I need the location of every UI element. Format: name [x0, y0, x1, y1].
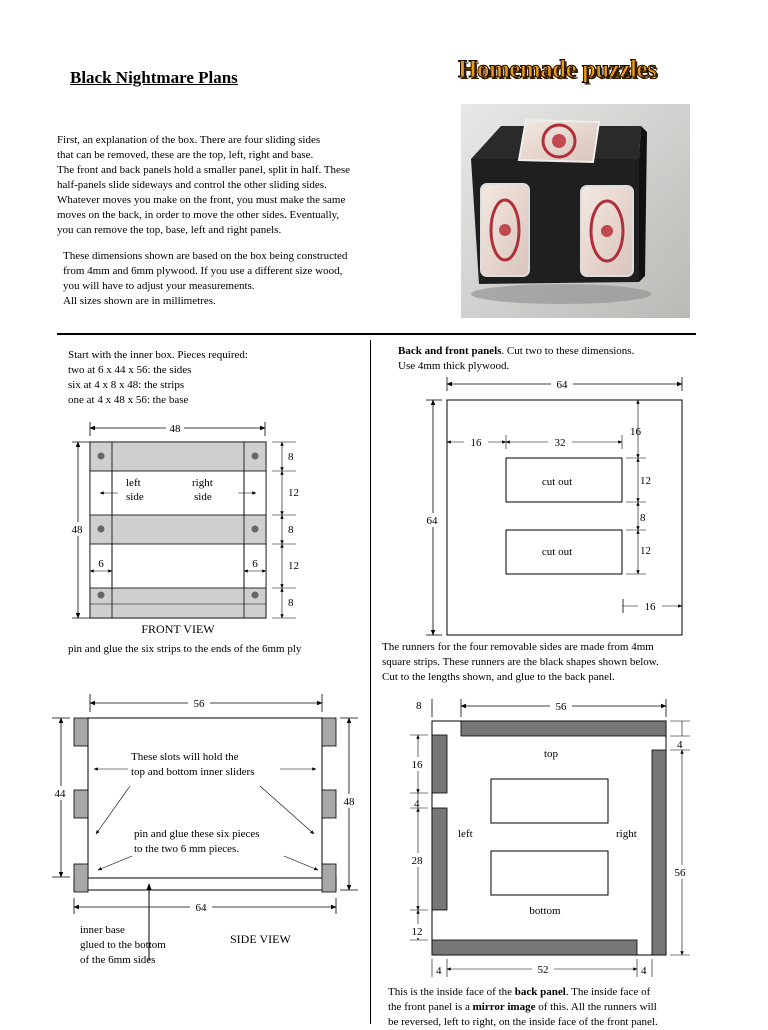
panel-dim-mid: 8	[640, 512, 646, 524]
back-panel-note	[388, 985, 718, 1030]
panel-dim-offset: 16	[470, 437, 482, 449]
panel-dim-top-gap: 16	[630, 426, 641, 438]
homemade-puzzles-logo: Homemade puzzles	[458, 56, 657, 83]
runner-dim-top: 56	[555, 701, 567, 713]
runner-dim-bottom: 52	[537, 964, 549, 976]
runner-dim-bottom-right: 4	[641, 965, 647, 977]
page-title: Black Nightmare Plans	[70, 68, 238, 87]
inner-box-instructions: Start with the inner box. Pieces required: two at 6 x 44 x 56: the sides six at 4 x 8 x 48: the strips one at 4 x 48 x 56: the base	[68, 349, 248, 406]
runner-dim-right-top: 4	[677, 739, 683, 751]
runner-label-top: top	[543, 748, 559, 760]
front-label-left: left side	[126, 477, 144, 503]
front-label-right: right	[192, 477, 213, 489]
runner-dim-bottom-left: 4	[436, 965, 442, 977]
front-dim-right: 8	[288, 451, 294, 463]
panel-dim-top: 64	[556, 379, 568, 391]
dimensions-note: These dimensions shown are based on the box being constructed from 4mm and 6mm plywood. If you use a different size wood, you will have to adjust your measurements. All sizes shown are in millimetres.	[63, 250, 348, 307]
note-bold: mirror image	[472, 1001, 536, 1013]
section-divider	[57, 333, 696, 335]
front-dim-right: 12	[288, 560, 299, 572]
runner-label-right: right	[616, 828, 637, 840]
runner-dim-top-left: 8	[416, 700, 422, 712]
svg-text:rightside: right side	[192, 477, 213, 503]
front-dim-right: 8	[288, 524, 294, 536]
panel-dim-cut-width: 32	[554, 437, 566, 449]
runners-instructions: The runners for the four removable sides are made from 4mm square strips. These runners are the black shapes shown below. Cut to the lengths shown, and glue to the back panel.	[382, 641, 659, 683]
front-dim-width: 48	[169, 423, 181, 435]
cutout-label-2: cut out	[541, 546, 573, 558]
runner-dim-left: 16	[411, 759, 423, 771]
runner-dim-left: 4	[414, 798, 420, 810]
side-dim-top: 56	[193, 698, 205, 710]
front-view-diagram	[60, 418, 310, 640]
intro-paragraph: First, an explanation of the box. There are four sliding sides that can be removed, these are the top, left, right and base. The front and back panels hold a smaller panel, split in half. These half-panels slide sideways and control the other sliding sides. Whatever moves you make on the front, you must make the same moves on the back, in order to move the other sides. Eventually, you can remove the top, base, left and right panels.	[57, 134, 351, 236]
column-divider	[370, 340, 371, 1024]
side-dim-right: 48	[343, 796, 355, 808]
runner-dim-right: 56	[674, 867, 686, 879]
cutout-label-1: cut out	[541, 476, 573, 488]
side-note-pin-glue: pin and glue these six pieces to the two 6 mm pieces.	[134, 828, 260, 855]
front-dim-side-left: 6	[98, 558, 104, 570]
note-text: This is the inside face of the	[388, 986, 515, 998]
panel-dim-left: 64	[426, 515, 438, 527]
panels-heading: Back and front panels	[398, 345, 502, 357]
note-text: of this. All the runners will be reversed, left to right, on the inside face of the front panel.	[388, 1001, 658, 1028]
runners-diagram	[404, 695, 694, 980]
runner-label-bottom: bottom	[529, 905, 561, 917]
panels-instructions	[398, 344, 698, 374]
side-note-slots: These slots will hold the top and bottom inner sliders	[131, 751, 255, 778]
puzzle-box-photo	[461, 104, 690, 318]
side-dim-bottom: 64	[195, 902, 207, 914]
front-dim-right: 12	[288, 487, 299, 499]
front-dim-right: 8	[288, 597, 294, 609]
panel-dim-right-gap: 16	[644, 601, 656, 613]
side-view-label: SIDE VIEW	[230, 932, 291, 946]
runner-label-left: left	[458, 828, 473, 840]
front-dim-height: 48	[71, 524, 83, 536]
front-view-caption: pin and glue the six strips to the ends of the 6mm ply	[68, 643, 302, 655]
front-dim-side-right: 6	[252, 558, 258, 570]
inner-base-note: inner base glued to the bottom of the 6mm sides	[80, 924, 166, 966]
panel-dim-cut-h1: 12	[640, 475, 651, 487]
panels-text: . Cut two to these dimensions. Use 4mm thick plywood.	[398, 345, 635, 372]
side-dim-left: 44	[54, 788, 66, 800]
panel-dim-cut-h2: 12	[640, 545, 651, 557]
note-bold: back panel	[514, 986, 566, 998]
runner-dim-left: 12	[411, 926, 423, 938]
panel-diagram	[420, 373, 700, 641]
note-text: . The inside face of the front panel is a	[388, 986, 651, 1013]
runner-dim-left: 28	[411, 855, 423, 867]
front-view-label: FRONT VIEW	[141, 622, 215, 636]
